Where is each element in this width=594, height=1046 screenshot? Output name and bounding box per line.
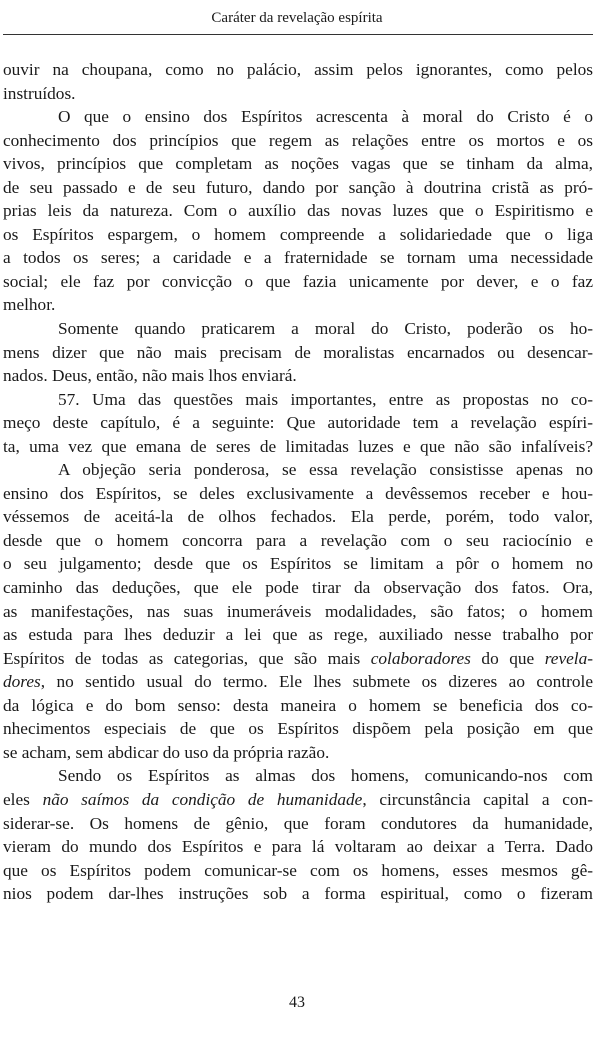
text-line: siderar-se. Os homens de gênio, que foram condutores da humanidade,: [3, 813, 593, 833]
text-line: nados. Deus, então, não mais lhos enviará.: [3, 366, 297, 386]
running-header: Caráter da revelação espírita: [211, 10, 383, 26]
text-line: o seu julgamento; desde que os Espíritos se limitam a pôr o homem no: [3, 554, 593, 574]
text-line: que os Espíritos podem comunicar-se com os homens, esses mesmos gê-: [3, 860, 593, 880]
text-line: a todos os seres; a caridade e a fraternidade se tornam uma necessidade: [3, 248, 593, 268]
text-line: dores, no sentido usual do termo. Ele lhes submete os dizeres ao controle: [3, 672, 593, 692]
text-line: os Espíritos espargem, o homem compreende a solidariedade que o liga: [3, 224, 593, 244]
text-line: nios podem dar-lhes instruções sob a forma espiritual, como o fizeram: [3, 884, 593, 904]
text-line: A objeção seria ponderosa, se essa revelação consistisse apenas no: [58, 460, 593, 480]
text-line: Espíritos de todas as categorias, que são mais colaboradores do que revela-: [3, 648, 593, 668]
text-line: mens dizer que não mais precisam de moralistas encarnados ou desencar-: [3, 342, 593, 362]
text-line: ouvir na choupana, como no palácio, assim pelos ignorantes, como pelos: [3, 60, 593, 79]
text-line: caminho das deduções, que ele pode tirar da observação dos fatos. Ora,: [3, 578, 593, 598]
page-number: 43: [289, 994, 305, 1011]
text-line: vivos, princípios que completam as noções vagas que se tinham da alma,: [3, 154, 593, 174]
text-line: ensino dos Espíritos, se deles exclusivamente a devêssemos receber e hou-: [3, 483, 593, 503]
text-line: conhecimento dos princípios que regem as relações entre os mortos e os: [3, 130, 593, 150]
text-line: desde que o homem concorra para a revelação com o seu raciocínio e: [3, 530, 593, 550]
text-line: meço deste capítulo, é a seguinte: Que autoridade tem a revelação espíri-: [3, 413, 593, 433]
text-line: se acham, sem abdicar do uso da própria razão.: [3, 742, 330, 762]
text-line: as estuda para lhes deduzir a lei que as rege, auxiliado nesse trabalho por: [3, 625, 593, 645]
text-line: melhor.: [3, 295, 56, 315]
body-text: [3, 58, 593, 906]
text-line: 57. Uma das questões mais importantes, entre as propostas no co-: [58, 389, 593, 409]
text-line: de seu passado e de seu futuro, dando por sanção à doutrina cristã as pró-: [3, 177, 593, 197]
text-line: as manifestações, nas suas inumeráveis modalidades, são fatos; o homem: [3, 601, 593, 621]
text-line: prias leis da natureza. Com o auxílio das novas luzes que o Espiritismo e: [3, 201, 593, 221]
text-line: Sendo os Espíritos as almas dos homens, comunicando-nos com: [58, 766, 593, 786]
header-rule: [3, 34, 593, 35]
text-line: O que o ensino dos Espíritos acrescenta à moral do Cristo é o: [58, 107, 593, 127]
text-line: nhecimentos especiais de que os Espíritos dispõem pela posição em que: [3, 719, 593, 739]
text-line: véssemos de aceitá-la de olhos fechados. Ela perde, porém, todo valor,: [3, 507, 593, 527]
text-line: eles não saímos da condição de humanidade, circunstância capital a con-: [3, 789, 593, 809]
text-line: vieram do mundo dos Espíritos e para lá voltaram ao deixar a Terra. Dado: [3, 837, 593, 857]
text-line: ta, uma vez que emana de seres de limitadas luzes e que não são infalíveis?: [3, 436, 593, 456]
text-line: social; ele faz por convicção o que fazia unicamente por dever, e o faz: [3, 271, 593, 291]
text-line: Somente quando praticarem a moral do Cristo, poderão os ho-: [58, 319, 593, 339]
text-line: instruídos.: [3, 83, 76, 103]
text-line: da lógica e do bom senso: desta maneira o homem se beneficia dos co-: [3, 695, 593, 715]
